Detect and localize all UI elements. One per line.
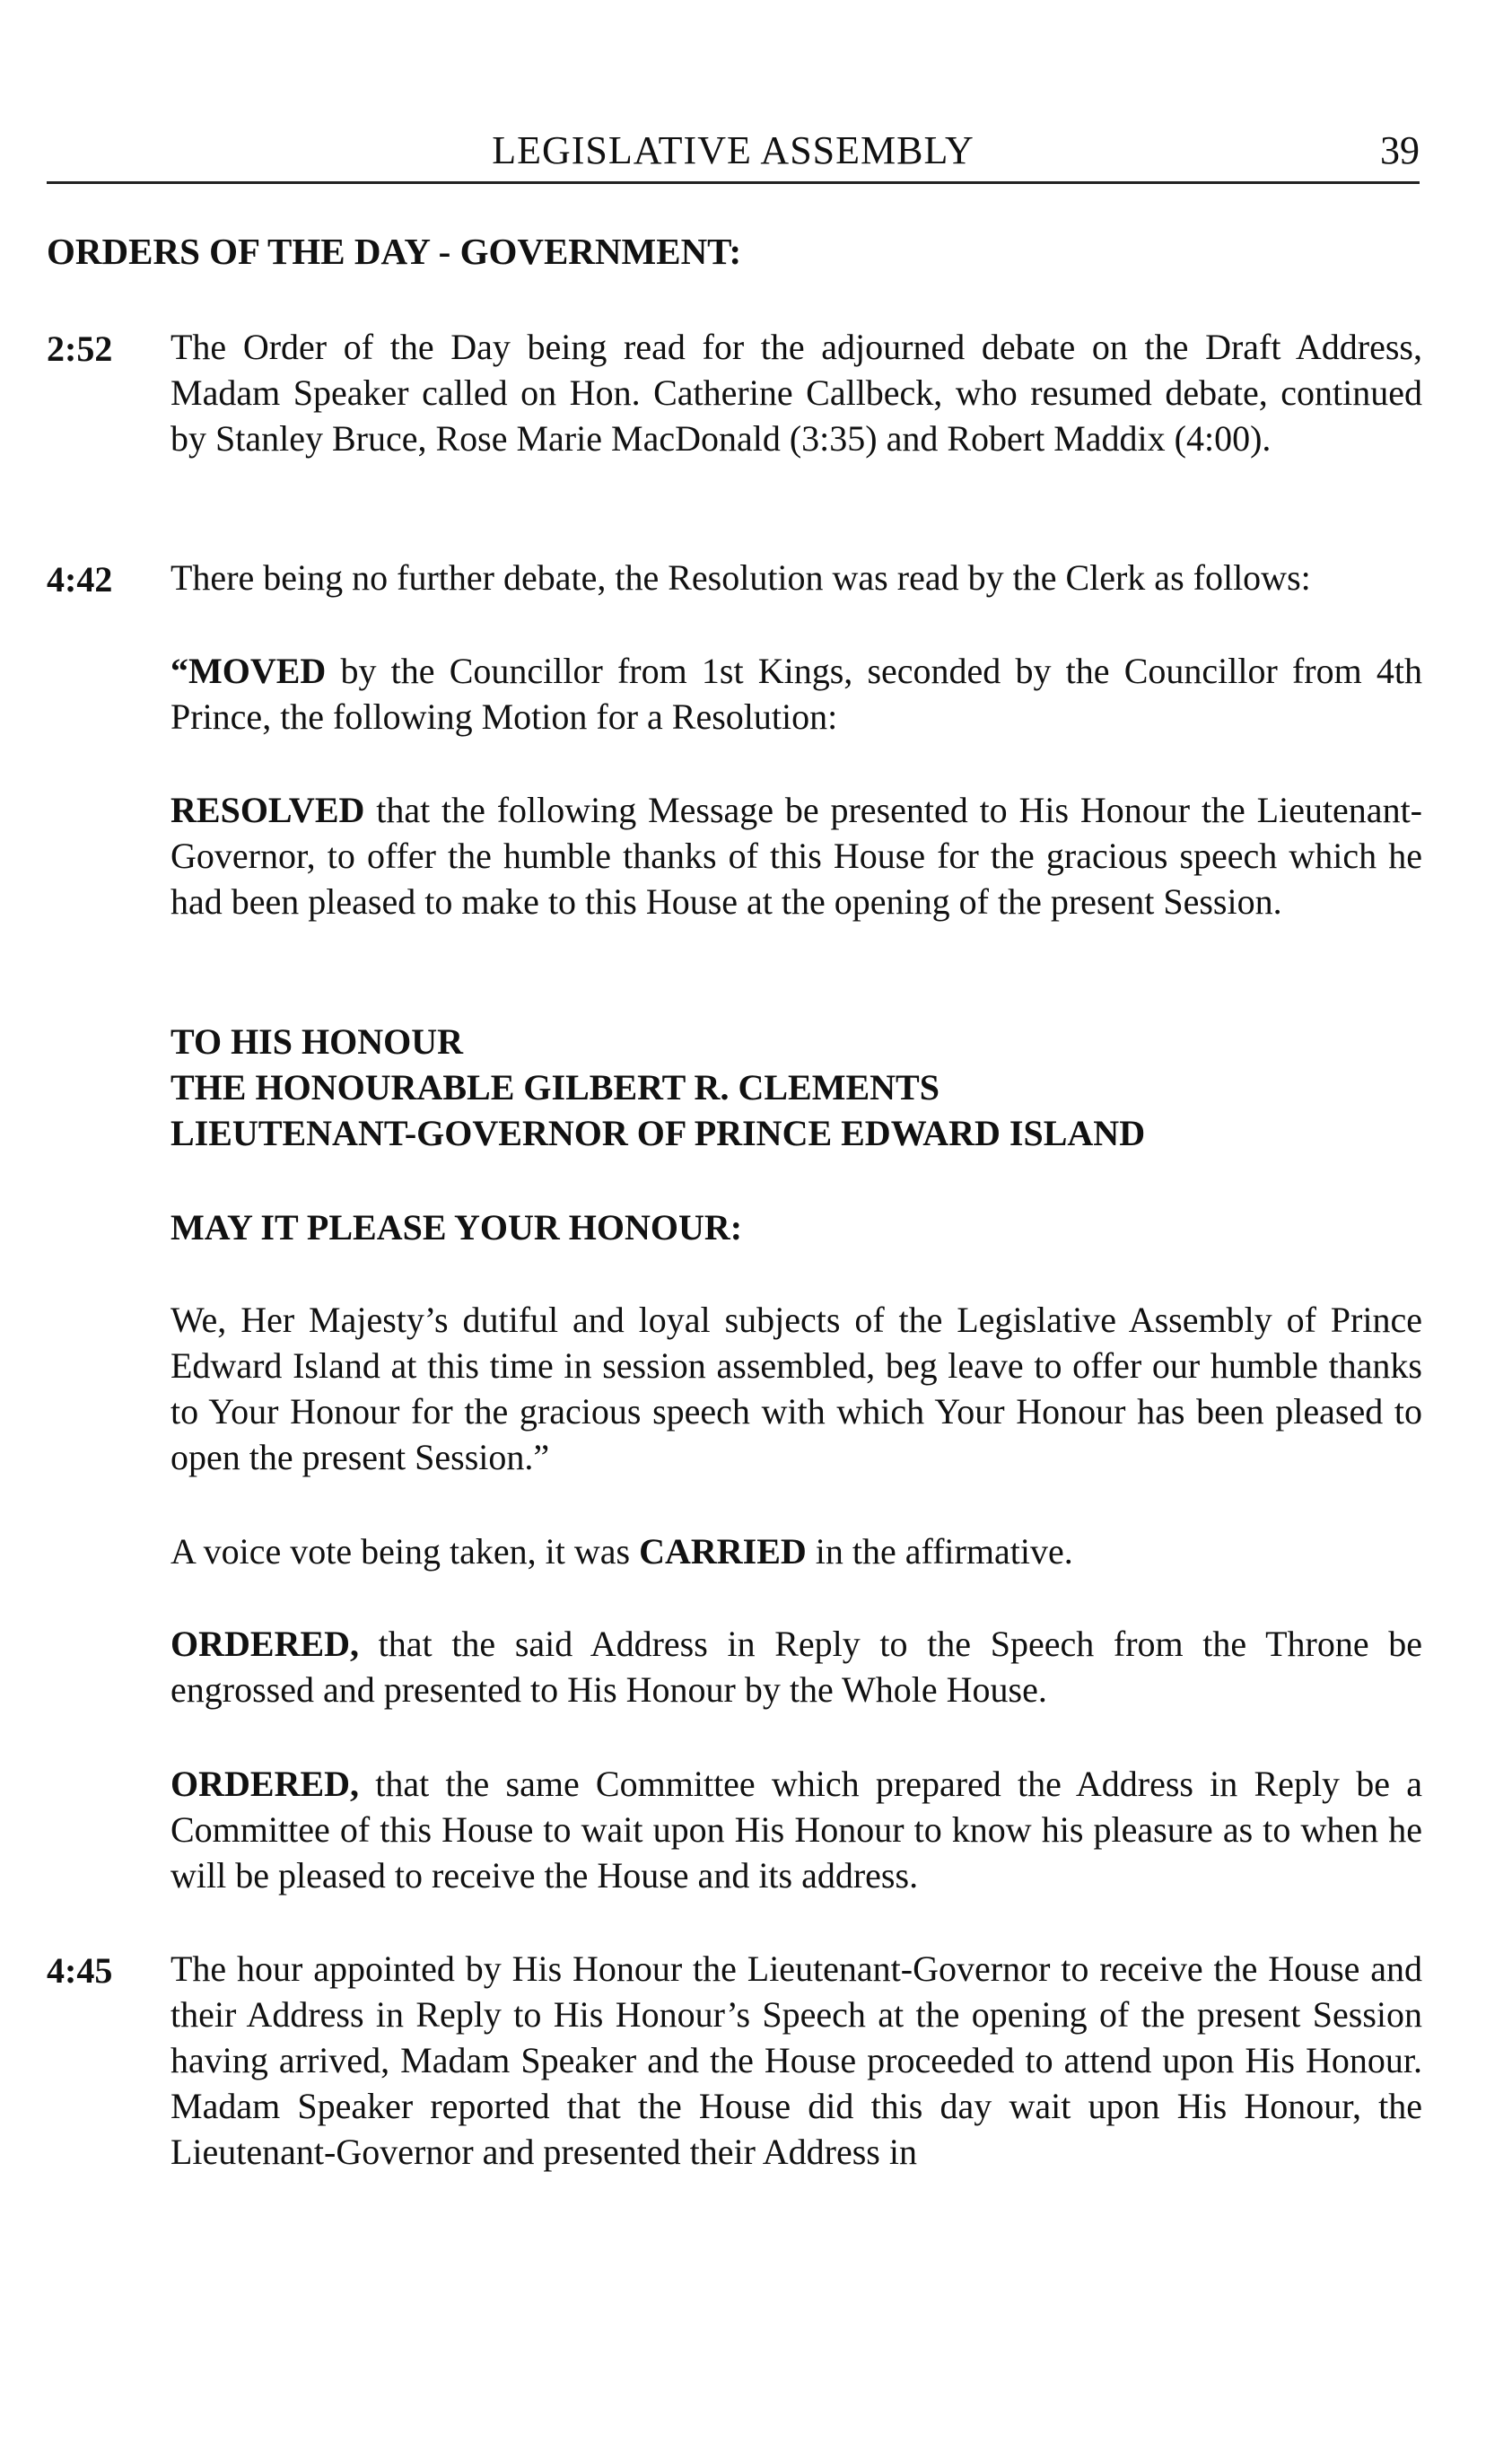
address-body: We, Her Majesty’s dutiful and loyal subjects of the Legislative Assembly of Prince Edward Island at this time in session assembled, beg leave to offer our humble thanks to Your Honour for the gracious speech with which Your Honour has been pleased to open the present Session.” bbox=[170, 1300, 1422, 1477]
vote-text-before: A voice vote being taken, it was bbox=[170, 1531, 640, 1572]
order-text-1: that the said Address in Reply to the Speech from the Throne be engrossed and presented to His Honour by the Whole House. bbox=[170, 1624, 1422, 1710]
address-line-3: LIEUTENANT-GOVERNOR OF PRINCE EDWARD ISLAND bbox=[170, 1113, 1146, 1153]
vote-result: CARRIED bbox=[639, 1531, 807, 1572]
address-line-1: TO HIS HONOUR bbox=[170, 1021, 463, 1062]
order-keyword-2: ORDERED, bbox=[170, 1764, 360, 1804]
address-line-2: THE HONOURABLE GILBERT R. CLEMENTS bbox=[170, 1067, 940, 1108]
motion-keyword: “MOVED bbox=[170, 651, 327, 691]
entry-time-2: 4:42 bbox=[47, 559, 113, 600]
header-title: LEGISLATIVE ASSEMBLY bbox=[492, 128, 974, 172]
order-text-2: that the same Committee which prepared the Address in Reply be a Committee of this House to wait upon His Honour to know his pleasure as to when he will be pleased to receive the House and its address. bbox=[170, 1764, 1422, 1896]
vote-paragraph bbox=[170, 1528, 1422, 1574]
salutation: MAY IT PLEASE YOUR HONOUR: bbox=[170, 1207, 743, 1248]
entry-time-1: 2:52 bbox=[47, 328, 113, 369]
resolution-text: that the following Message be presented to His Honour the Lieutenant-Governor, to offer the humble thanks of this House for the gracious speech which he had been pleased to make to this House at the opening of the present Session. bbox=[170, 790, 1422, 922]
page-number: 39 bbox=[1380, 128, 1420, 172]
section-title: ORDERS OF THE DAY - GOVERNMENT: bbox=[47, 231, 742, 272]
motion-paragraph bbox=[170, 648, 1422, 740]
order-keyword-1: ORDERED, bbox=[170, 1624, 360, 1664]
entry-time-3: 4:45 bbox=[47, 1950, 113, 1991]
header-rule bbox=[47, 181, 1420, 184]
entry-text-2: There being no further debate, the Resolution was read by the Clerk as follows: bbox=[170, 557, 1311, 598]
motion-text: by the Councillor from 1st Kings, seconded by the Councillor from 4th Prince, the following Motion for a Resolution: bbox=[170, 651, 1422, 737]
order-paragraph-2 bbox=[170, 1761, 1422, 1898]
entry-text-1: The Order of the Day being read for the adjourned debate on the Draft Address, Madam Speaker called on Hon. Catherine Callbeck, who resumed debate, continued by Stanley Bruce, Rose Marie MacDonald (3:35) and Robert Maddix (4:00). bbox=[170, 327, 1422, 459]
page-header bbox=[47, 127, 1420, 187]
resolution-paragraph bbox=[170, 787, 1422, 924]
vote-text-after: in the affirmative. bbox=[806, 1531, 1073, 1572]
entry-text-3: The hour appointed by His Honour the Lieutenant-Governor to receive the House and their Address in Reply to His Honour’s Speech at the opening of the present Session having arrived, Madam Speaker and the House proceeded to attend upon His Honour. Madam Speaker reported that the House did this day wait upon His Honour, the Lieutenant-Governor and presented their Address in bbox=[170, 1948, 1422, 2172]
order-paragraph-1 bbox=[170, 1621, 1422, 1712]
resolution-keyword: RESOLVED bbox=[170, 790, 365, 830]
